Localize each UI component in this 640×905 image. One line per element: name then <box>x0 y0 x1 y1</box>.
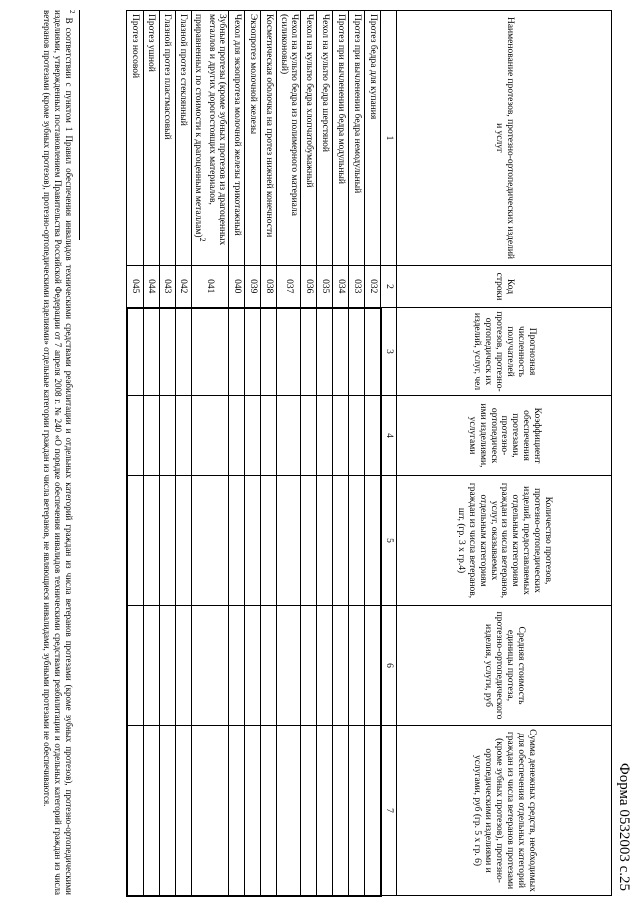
value-cell[interactable] <box>245 476 261 606</box>
table-row <box>229 11 245 896</box>
value-cell[interactable] <box>191 606 228 726</box>
row-name <box>261 11 277 266</box>
value-cell[interactable] <box>277 396 301 476</box>
value-cell[interactable] <box>245 396 261 476</box>
value-cell[interactable] <box>191 726 228 896</box>
row-name-text: Косметическая оболочка на протез нижней конечности <box>263 14 274 238</box>
value-cell[interactable] <box>159 396 175 476</box>
row-name-text: Экзопротез молочной железы <box>247 14 258 135</box>
value-cell[interactable] <box>159 606 175 726</box>
table-row <box>277 11 301 896</box>
value-cell[interactable] <box>317 308 333 396</box>
row-code: 039 <box>245 266 261 308</box>
row-code: 032 <box>365 266 382 308</box>
value-cell[interactable] <box>261 606 277 726</box>
table-row <box>301 11 317 896</box>
value-cell[interactable] <box>333 308 349 396</box>
row-name-text: Чехол на культю бедра хлопчатобумажный <box>303 14 314 188</box>
value-cell[interactable] <box>333 606 349 726</box>
table-row <box>245 11 261 896</box>
header-cell: Количество протезов, протезно-ортопедических изделий, предоставляемых отдельным категориям граждан из числа ветеранов, услуг, оказываемых отдельным категориям граждан из числа ветеранов, шт, (гр. 3 х гр.4) <box>397 476 612 606</box>
value-cell[interactable] <box>245 726 261 896</box>
column-number: 4 <box>381 396 397 476</box>
value-cell[interactable] <box>277 726 301 896</box>
value-cell[interactable] <box>143 396 159 476</box>
row-code: 035 <box>317 266 333 308</box>
value-cell[interactable] <box>143 726 159 896</box>
header-row <box>397 11 612 896</box>
table-row <box>159 11 175 896</box>
prosthesis-table <box>126 10 612 897</box>
value-cell[interactable] <box>277 476 301 606</box>
value-cell[interactable] <box>127 396 144 476</box>
row-code: 033 <box>349 266 365 308</box>
header-cell: Средняя стоимость единицы протеза, протезно-ортопедического изделия, услуги, руб <box>397 606 612 726</box>
row-code: 043 <box>159 266 175 308</box>
row-name <box>159 11 175 266</box>
value-cell[interactable] <box>317 606 333 726</box>
value-cell[interactable] <box>159 308 175 396</box>
row-name-text: Чехол на культю бедра шерстяной <box>319 14 330 153</box>
value-cell[interactable] <box>349 476 365 606</box>
table-row <box>143 11 159 896</box>
table-row <box>261 11 277 896</box>
row-name <box>317 11 333 266</box>
value-cell[interactable] <box>365 308 382 396</box>
row-name-text: Протез бедра для купания <box>367 14 378 120</box>
table-row <box>333 11 349 896</box>
value-cell[interactable] <box>191 476 228 606</box>
value-cell[interactable] <box>143 308 159 396</box>
row-code: 045 <box>127 266 144 308</box>
value-cell[interactable] <box>229 308 245 396</box>
column-number: 1 <box>381 11 397 266</box>
row-code: 044 <box>143 266 159 308</box>
row-name <box>245 11 261 266</box>
value-cell[interactable] <box>301 308 317 396</box>
value-cell[interactable] <box>349 606 365 726</box>
value-cell[interactable] <box>175 308 191 396</box>
row-name-text: Чехол для экзопротеза молочной железы трикотажный <box>231 14 242 236</box>
row-name-text: Протез ушной <box>146 14 157 72</box>
header-cell: Наименование протезов, протезно-ортопедических изделий и услуг <box>397 11 612 266</box>
value-cell[interactable] <box>349 726 365 896</box>
row-name-text: Глазной протез стеклянный <box>178 14 189 126</box>
row-name-text: Зубные протезы (кроме зубных протезов из драгоценных металлов и других дорогостоящих материалов, приравненных по стоимости к драгоценным металлам) <box>193 14 228 246</box>
row-name <box>349 11 365 266</box>
row-code: 036 <box>301 266 317 308</box>
value-cell[interactable] <box>127 726 144 896</box>
value-cell[interactable] <box>159 726 175 896</box>
value-cell[interactable] <box>365 476 382 606</box>
value-cell[interactable] <box>261 476 277 606</box>
table-row <box>317 11 333 896</box>
value-cell[interactable] <box>301 396 317 476</box>
value-cell[interactable] <box>261 396 277 476</box>
column-number-row <box>381 11 397 896</box>
row-name <box>301 11 317 266</box>
table-row <box>175 11 191 896</box>
column-number: 5 <box>381 476 397 606</box>
value-cell[interactable] <box>229 396 245 476</box>
value-cell[interactable] <box>245 606 261 726</box>
value-cell[interactable] <box>333 476 349 606</box>
value-cell[interactable] <box>301 606 317 726</box>
value-cell[interactable] <box>261 308 277 396</box>
row-code: 040 <box>229 266 245 308</box>
value-cell[interactable] <box>333 726 349 896</box>
table-row <box>349 11 365 896</box>
value-cell[interactable] <box>365 396 382 476</box>
row-name <box>175 11 191 266</box>
value-cell[interactable] <box>317 396 333 476</box>
column-number: 3 <box>381 308 397 396</box>
form-label: Форма 0532003 с.25 <box>616 762 632 891</box>
row-code: 041 <box>191 266 228 308</box>
row-name-text: Глазной протез пластмассовый <box>162 14 173 140</box>
header-cell: Сумма денежных средств, необходимых для обеспечения отдельных категорий граждан из числа ветеранов протезами (кроме зубных протезов), протезно-ортопедическими изделиями и услугами, руб (гр. 5 х гр. 6) <box>397 726 612 896</box>
value-cell[interactable] <box>229 726 245 896</box>
value-cell[interactable] <box>365 606 382 726</box>
value-cell[interactable] <box>349 396 365 476</box>
value-cell[interactable] <box>175 476 191 606</box>
row-name <box>127 11 144 266</box>
row-code: 038 <box>261 266 277 308</box>
header-cell: Прогнозная численность получателей протезов, протезно-ортопедическ их изделий, услуг, чел <box>397 308 612 396</box>
footnote-ref: 2 <box>198 237 208 242</box>
footnote-mark: 2 <box>68 10 76 14</box>
column-number: 6 <box>381 606 397 726</box>
footnote-rule <box>79 10 80 240</box>
value-cell[interactable] <box>191 308 228 396</box>
value-cell[interactable] <box>175 396 191 476</box>
value-cell[interactable] <box>143 476 159 606</box>
row-name <box>191 11 228 266</box>
value-cell[interactable] <box>301 476 317 606</box>
footnote-text: В соответствии с пунктом 1 Правил обеспечения инвалидов техническими средствами реабилитации и отдельных категорий граждан из числа ветеранов протезами (кроме зубных протезов), протезно-ортопедическими изделиями, утвержденных постановлением Правительства Российской Федерации от 7 апреля 2008 г. № 240 «О порядке обеспечения инвалидов техническими средствами реабилитации и отдельных категорий граждан из числа ветеранов протезами (кроме зубных протезов), протезно-ортопедическими изделиями» отдельные категории граждан из числа ветеранов, не являющиеся инвалидами, зубными протезами не обеспечиваются. <box>42 10 74 896</box>
value-cell[interactable] <box>301 726 317 896</box>
value-cell[interactable] <box>127 476 144 606</box>
row-name <box>143 11 159 266</box>
value-cell[interactable] <box>191 396 228 476</box>
row-code: 034 <box>333 266 349 308</box>
value-cell[interactable] <box>349 308 365 396</box>
value-cell[interactable] <box>277 606 301 726</box>
row-code: 042 <box>175 266 191 308</box>
footnote <box>42 10 76 895</box>
value-cell[interactable] <box>143 606 159 726</box>
row-code: 037 <box>277 266 301 308</box>
row-name-text: Протез носовой <box>130 14 141 79</box>
value-cell[interactable] <box>229 606 245 726</box>
column-number: 2 <box>381 266 397 308</box>
value-cell[interactable] <box>365 726 382 896</box>
value-cell[interactable] <box>127 308 144 396</box>
value-cell[interactable] <box>229 476 245 606</box>
value-cell[interactable] <box>317 476 333 606</box>
row-name-text: Протез при вычленении бедра немодульный <box>351 14 362 194</box>
table-row <box>127 11 144 896</box>
value-cell[interactable] <box>175 606 191 726</box>
value-cell[interactable] <box>127 606 144 726</box>
row-name-text: Протез при вычленении бедра модульный <box>335 14 346 184</box>
table-row <box>191 11 228 896</box>
value-cell[interactable] <box>261 726 277 896</box>
value-cell[interactable] <box>175 726 191 896</box>
value-cell[interactable] <box>245 308 261 396</box>
table-row <box>365 11 382 896</box>
value-cell[interactable] <box>333 396 349 476</box>
header-cell: Код строки <box>397 266 612 308</box>
value-cell[interactable] <box>277 308 301 396</box>
row-name <box>333 11 349 266</box>
value-cell[interactable] <box>159 476 175 606</box>
table-body <box>127 11 381 896</box>
row-name-text: Чехол на культю бедра из полимерного материала (силиконовый) <box>278 14 299 216</box>
row-name <box>277 11 301 266</box>
row-name <box>365 11 382 266</box>
header-cell: Коэффициент обеспечения протезами, протезно-ортопедическ ими изделиями, услугами <box>397 396 612 476</box>
row-name <box>229 11 245 266</box>
value-cell[interactable] <box>317 726 333 896</box>
column-number: 7 <box>381 726 397 896</box>
